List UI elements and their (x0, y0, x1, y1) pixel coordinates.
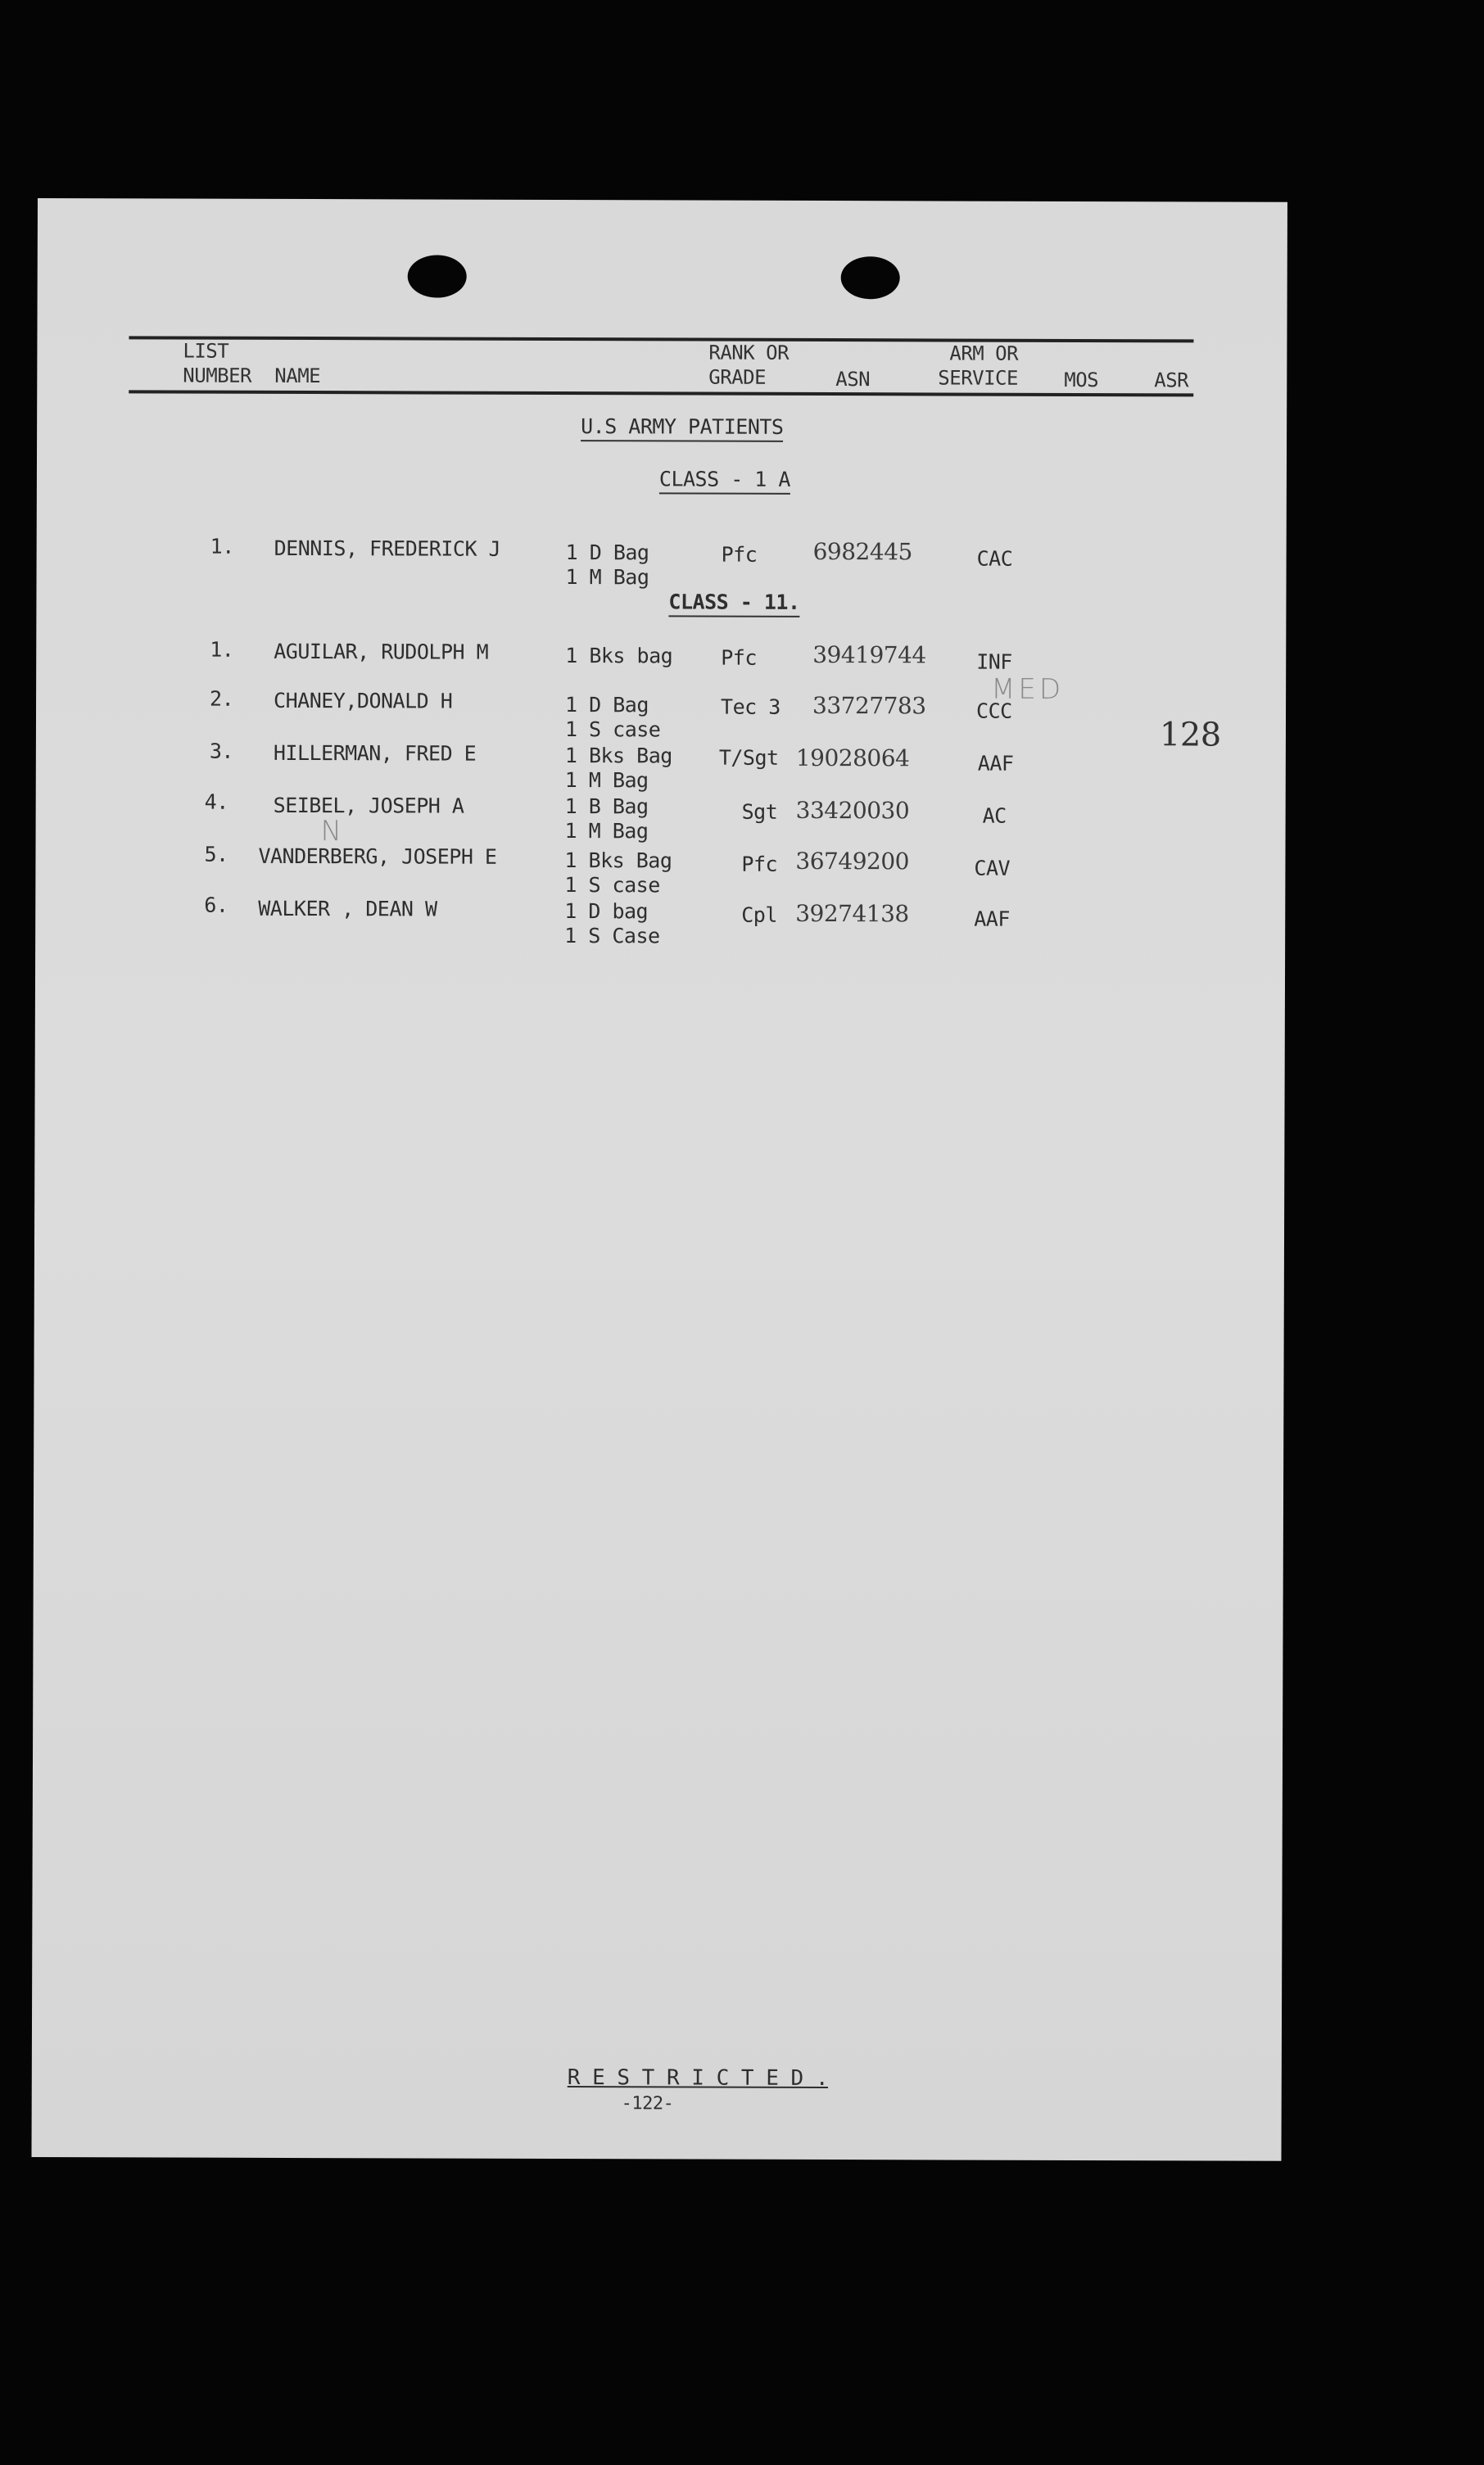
header-rank-top: RANK OR (708, 341, 790, 364)
row-name: HILLERMAN, FRED E (273, 740, 477, 766)
row-baggage: 1 B Bag (564, 794, 649, 819)
row-asn: 39419744 (812, 640, 926, 669)
row-name: DENNIS, FREDERICK J (274, 536, 501, 561)
row-number: 1. (210, 637, 234, 662)
row-service: CAV (974, 856, 1011, 880)
row-number: 1. (210, 534, 234, 559)
header-name: NAME (274, 364, 321, 388)
header-number: NUMBER (183, 364, 252, 387)
row-baggage-2: 1 M Bag (564, 768, 649, 793)
row-baggage: 1 D bag (564, 899, 649, 924)
row-rank: Tec 3 (721, 694, 780, 719)
row-name: WALKER , DEAN W (258, 896, 437, 921)
row-asn: 33727783 (812, 691, 926, 720)
document-page (31, 198, 1287, 2161)
row-baggage-2: 1 M Bag (565, 565, 649, 590)
row-rank: Pfc (741, 852, 778, 876)
header-top-rule (129, 336, 1193, 342)
row-rank: Pfc (721, 542, 758, 567)
header-asn: ASN (835, 368, 871, 391)
row-name: SEIBEL, JOSEPH A (273, 793, 464, 818)
row-service: AAF (974, 907, 1010, 931)
class-11-title: CLASS - 11. (668, 590, 799, 617)
row-baggage: 1 D Bag (565, 540, 649, 565)
header-grade: GRADE (708, 365, 767, 389)
row-baggage: 1 Bks Bag (564, 848, 672, 873)
row-service: CCC (975, 699, 1012, 723)
handwritten-n-correction: N (320, 815, 342, 848)
row-asn: 6982445 (812, 537, 912, 566)
row-rank: Pfc (721, 645, 757, 670)
row-asn: 19028064 (795, 744, 910, 772)
row-baggage-2: 1 M Bag (564, 819, 649, 844)
header-mos: MOS (1064, 368, 1099, 392)
row-baggage: 1 Bks Bag (564, 744, 672, 768)
row-number: 3. (209, 739, 234, 763)
row-service: CAC (976, 546, 1013, 571)
punch-hole-right (841, 256, 900, 299)
section-title: U.S ARMY PATIENTS (581, 414, 783, 442)
row-asn: 36749200 (795, 847, 910, 875)
row-asn: 33420030 (795, 796, 910, 825)
header-bottom-rule (129, 390, 1193, 396)
header-asr: ASR (1154, 369, 1189, 392)
row-number: 4. (204, 789, 228, 814)
row-number: 5. (204, 842, 228, 866)
row-number: 2. (210, 686, 234, 711)
header-list-top: LIST (183, 339, 229, 363)
row-service: INF (976, 649, 1012, 674)
restricted-footer: R E S T R I C T E D . (567, 2065, 829, 2092)
row-name: VANDERBERG, JOSEPH E (258, 844, 497, 869)
row-name: CHANEY,DONALD H (274, 688, 453, 713)
row-rank: Cpl (741, 902, 777, 927)
row-baggage-2: 1 S case (564, 717, 661, 742)
row-baggage: 1 Bks bag (565, 644, 673, 668)
row-number: 6. (204, 893, 228, 917)
header-arm-top: ARM OR (949, 341, 1019, 365)
page-number: -122- (621, 2093, 674, 2114)
row-baggage-2: 1 S case (564, 873, 660, 898)
page-stamp-number: 128 (1159, 716, 1221, 754)
class-1a-title: CLASS - 1 A (659, 467, 790, 495)
row-baggage-2: 1 S Case (564, 924, 660, 948)
row-name: AGUILAR, RUDOLPH M (274, 639, 489, 664)
row-service: AC (982, 803, 1007, 828)
punch-hole-left (408, 255, 467, 297)
header-service: SERVICE (938, 366, 1019, 390)
row-rank: Sgt (741, 799, 778, 824)
row-rank: T/Sgt (718, 745, 779, 770)
med-annotation: MED (991, 672, 1065, 706)
row-service: AAF (977, 751, 1014, 776)
row-asn: 39274138 (795, 899, 909, 928)
row-baggage: 1 D Bag (565, 693, 649, 717)
